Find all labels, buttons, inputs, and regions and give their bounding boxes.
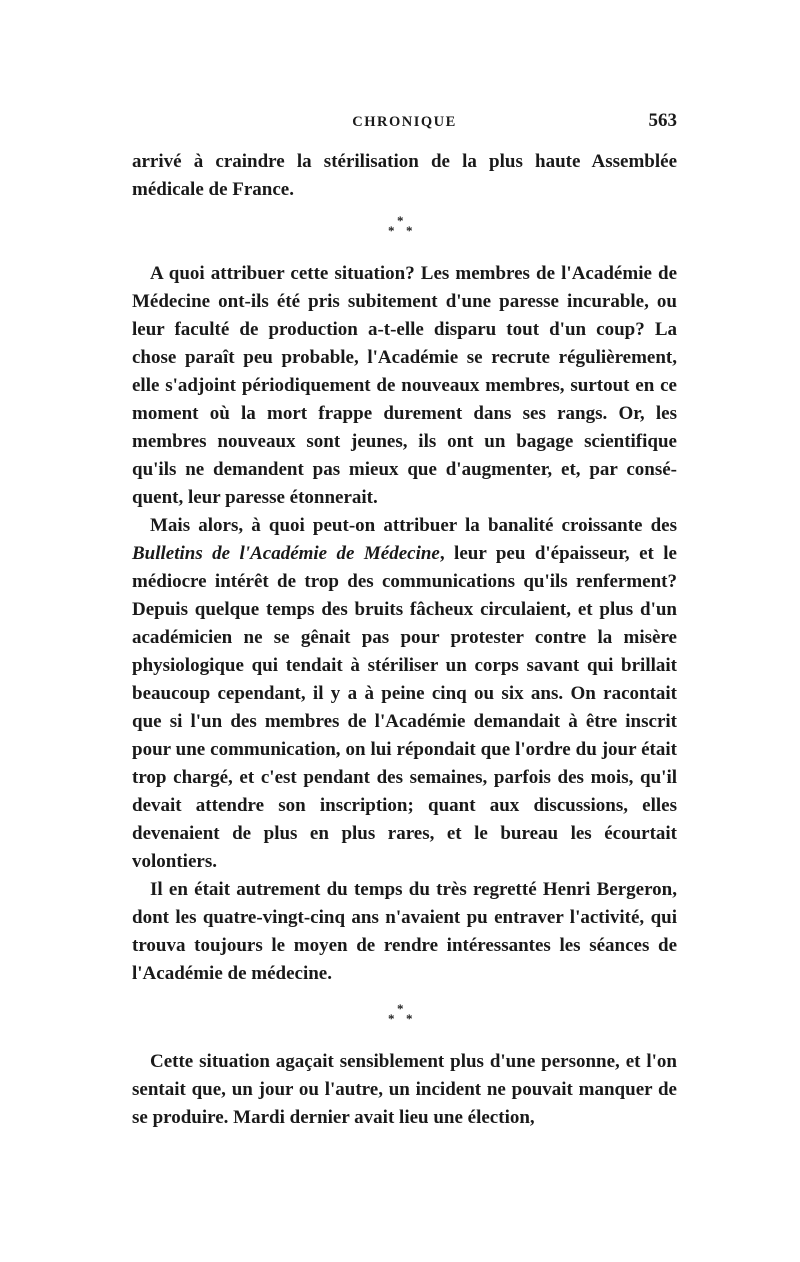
asterism-star-icon: *: [388, 223, 395, 238]
paragraph: [132, 512, 677, 876]
asterism-star-icon: *: [397, 213, 404, 228]
asterism-star-icon: *: [406, 1011, 413, 1026]
document-page: [132, 108, 677, 1132]
paragraph-text: , leur peu d'épaisseur, et le médiocre intérêt de trop des communications qu'ils renferment? Depuis quelque temps des bruits fâcheux circulaient, et plus d'un académicien ne se gênait pas pour protester contre la misère physiologique qui tendait à stériliser un corps savant qui brillait beaucoup cependant, il y a à peine cinq ou six ans. On racontait que si l'un des membres de l'Académie demandait à être inscrit pour une communication, on lui répondait que l'ordre du jour était trop chargé, et c'est pendant des semaines, parfois des mois, qu'il devait attendre son inscription; quant aux discussions, elles devenaient de plus en plus rares, et le bureau les écourtait volontiers.: [132, 543, 677, 872]
asterism-star-icon: *: [397, 1001, 404, 1016]
section-break-asterism: [132, 988, 677, 1048]
paragraph: Cette situation agaçait sensiblement plus d'une personne, et l'on sentait que, un jour ou l'autre, un incident ne pouvait manquer de se produire. Mardi dernier avait lieu une élection,: [132, 1051, 677, 1128]
paragraph: Il en était autrement du temps du très regretté Henri Bergeron, dont les quatre-vingt-cinq ans n'avaient pu entraver l'activité, qui trouva toujours le moyen de rendre intéressantes les séances de l'Académie de médecine.: [132, 879, 677, 984]
paragraph: A quoi attribuer cette situation? Les membres de l'Académie de Médecine ont-ils été pris subitement d'une paresse incurable, ou leur faculté de production a-t-elle disparu tout d'un coup? La chose paraît peu probable, l'Académie se recrute régulièrement, elle s'adjoint périodiquement de nouveaux membres, surtout en ce moment où la mort frappe durement dans ses rangs. Or, les membres nouveaux sont jeunes, ils ont un bagage scientifique qu'ils ne demandent pas mieux que d'augmenter, et, par conséquent, leur paresse étonnerait.: [132, 263, 677, 508]
section-break-asterism: [132, 204, 677, 260]
bulletins-title: Bulletins de l'Académie de Médecine: [132, 543, 440, 564]
asterism-star-icon: *: [406, 223, 413, 238]
running-head: [132, 108, 677, 138]
paragraph-text: Mais alors, à quoi peut-on attribuer la banalité croissante des: [150, 515, 677, 536]
page-number: 563: [648, 110, 677, 131]
paragraph-continuation: arrivé à craindre la stérilisation de la plus haute Assemblée médicale de France.: [132, 151, 677, 200]
running-title: CHRONIQUE: [352, 114, 457, 130]
asterism-star-icon: *: [388, 1011, 395, 1026]
